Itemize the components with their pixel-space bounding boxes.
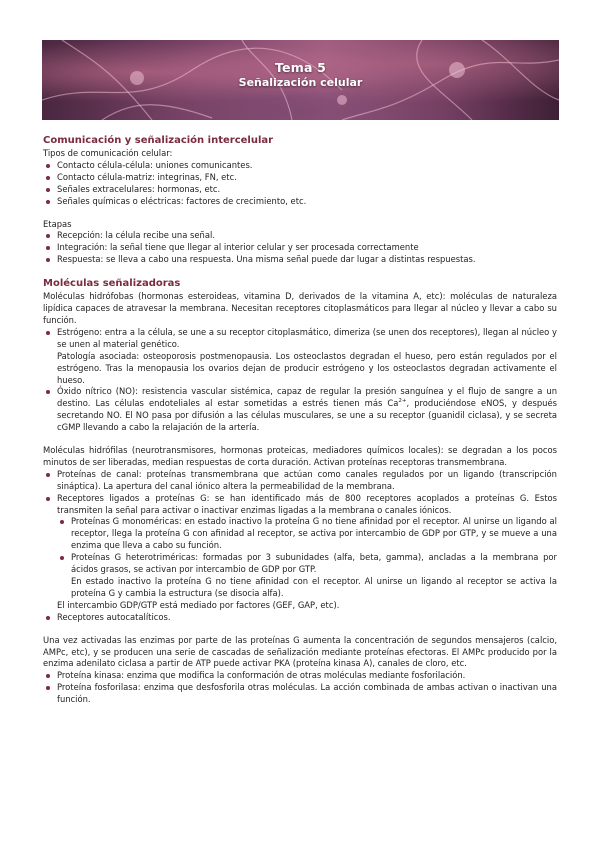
stages-intro: Etapas [43,218,72,229]
gdp-gtp-note: El intercambio GDP/GTP está mediado por factores (GEF, GAP, etc). [57,599,340,610]
list-item: Contacto célula-célula: uniones comunicantes. [43,160,557,172]
enzymes-list [43,670,557,706]
document-body [43,134,557,706]
hydrophilic-intro: Moléculas hidrófilas (neurotransmisores, hormonas proteicas, mediadores químicos locales): se degradan a los pocos minutos de ser liberadas, median respuestas de corta duración. Activan proteínas receptoras transmembrana. [43,445,557,467]
hydrophobic-list [43,327,557,434]
list-item-nitric-oxide [43,386,557,434]
g-protein-sublist [57,516,557,599]
enzymes-intro: Una vez activadas las enzimas por parte de las proteínas G aumenta la concentración de segundos mensajeros (calcio, AMPc, etc), y se producen una serie de cascadas de señalización mediante proteínas efectoras. El AMPc producido por la enzima adenilato ciclasa a partir de ATP puede activar PKA (proteína kinasa A), canales de cloro, etc. [43,634,557,669]
heterotrimeric-extra: En estado inactivo la proteína G no tiene afinidad con el receptor. Al unirse un ligando al receptor se activa la proteína G y cambia la estructura (se disocia alfa). [71,576,557,598]
heterotrimeric-text: Proteínas G heterotriméricas: formadas por 3 subunidades (alfa, beta, gamma), ancladas a la membrana por ácidos grasos, se activan por intercambio de GDP por GTP. [71,552,557,575]
page-subtitle: Señalización celular [238,76,363,89]
section-heading-comunicacion: Comunicación y señalización intercelular [43,135,274,146]
list-item: Señales extracelulares: hormonas, etc. [43,184,557,196]
estrogen-text: Estrógeno: entra a la célula, se une a su receptor citoplasmático, dimeriza (se unen dos receptores), llegan al núcleo y se unen al material genético. [57,326,557,349]
hydrophilic-list [43,469,557,624]
list-item: Contacto célula-matriz: integrinas, FN, etc. [43,172,557,184]
no-text-b: , produciéndose eNOS, y después secretando NO. El NO pasa por difusión a las células musculares, se une a su receptor (guanidil ciclasa), y se secreta cGMP llevando a cabo la relajación de la artería. [57,398,557,433]
list-item-heterotrimeric [57,552,557,600]
list-item: Integración: la señal tiene que llegar al interior celular y ser procesada correctamente [43,242,557,254]
list-item: Señales químicas o eléctricas: factores de crecimiento, etc. [43,196,557,208]
list-item-phosphorylase: Proteína fosforilasa: enzima que desfosforila otras moléculas. La acción combinada de ambas activan o inactivan una función. [43,682,557,706]
list-item-kinase: Proteína kinasa: enzima que modifica la conformación de otras moléculas mediante fosforilación. [43,670,557,682]
header-banner [42,40,559,120]
g-protein-text: Receptores ligados a proteínas G: se han identificado más de 800 receptores acoplados a proteínas G. Estos transmiten la señal para activar o inactivar enzimas ligadas a la membrana o canales iónicos. [57,492,557,515]
list-item: Recepción: la célula recibe una señal. [43,230,557,242]
section-heading-moleculas: Moléculas señalizadoras [43,278,181,290]
estrogen-pathology: Patología asociada: osteoporosis postmenopausia. Los osteoclastos degradan el hueso, pero están regulados por el estrógeno. Tras la menopausia los ovarios dejan de producir estrógeno y los osteoclastos degradan activamente el hueso. [57,350,557,385]
list-item-channel: Proteínas de canal: proteínas transmembrana que actúan como canales regulados por un ligando (transcripción sináptica). La apertura del canal iónico altera la permeabilidad de la membrana. [43,469,557,493]
page-title: Tema 5 [274,60,327,75]
hydrophobic-intro: Moléculas hidrófobas (hormonas esteroideas, vitamina D, derivados de la vitamina A, etc): moléculas de naturaleza lipídica capaces de atravesar la membrana. Necesitan receptores citoplasmáticos para llegar al núcleo y llevar a cabo su función. [43,291,557,325]
list-item-monomeric: Proteínas G monoméricas: en estado inactivo la proteína G no tiene afinidad por el receptor. Al unirse un ligando al receptor, llega la proteína G con afinidad al receptor, se activa por intercambio de GDP por GTP, y se mueve a una enzima que lleva a cabo su función. [57,516,557,552]
list-item-estrogen [43,327,557,387]
list-item-autocatalytic: Receptores autocatalíticos. [43,612,557,624]
list-item: Respuesta: se lleva a cabo una respuesta. Una misma señal puede dar lugar a distintas respuestas. [43,254,557,266]
stages-list [43,230,557,266]
calcium-charge: 2+ [398,398,407,405]
no-text-a: Óxido nítrico (NO): resistencia vascular sistémica, capaz de regular la presión sanguínea y el flujo de sangre a un destino. Las células endoteliales al estar sometidas a estrés tienen más Ca [57,386,557,409]
types-intro: Tipos de comunicación celular: [43,148,173,158]
list-item-g-protein [43,493,557,612]
types-list [43,160,557,208]
